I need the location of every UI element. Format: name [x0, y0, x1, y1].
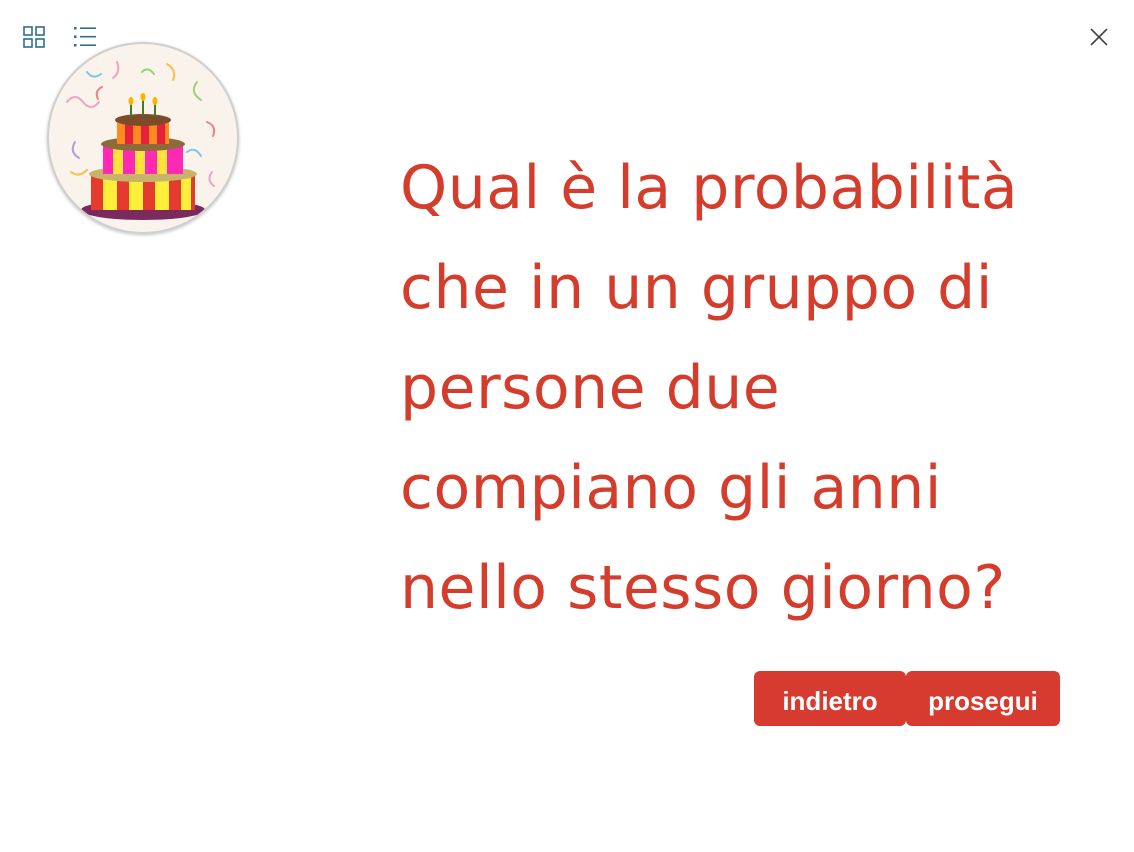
birthday-cake-illustration	[47, 42, 239, 234]
question-line-4: compiano gli anni	[400, 453, 942, 523]
question-line-5: nello stesso giorno?	[400, 553, 1006, 623]
back-button[interactable]: indietro	[754, 671, 906, 726]
close-icon	[1088, 26, 1110, 48]
list-view-icon	[72, 24, 98, 50]
close-button[interactable]	[1088, 26, 1110, 48]
question-line-3: persone due	[400, 353, 781, 423]
list-view-button[interactable]	[72, 24, 98, 50]
question-line-2: che in un gruppo di	[400, 253, 993, 323]
question-line-1: Qual è la probabilità	[400, 153, 1019, 223]
birthday-cake-icon	[47, 42, 239, 234]
grid-view-icon	[21, 24, 47, 50]
next-button[interactable]: prosegui	[906, 671, 1060, 726]
grid-view-button[interactable]	[21, 24, 47, 50]
question-text	[400, 138, 1060, 638]
